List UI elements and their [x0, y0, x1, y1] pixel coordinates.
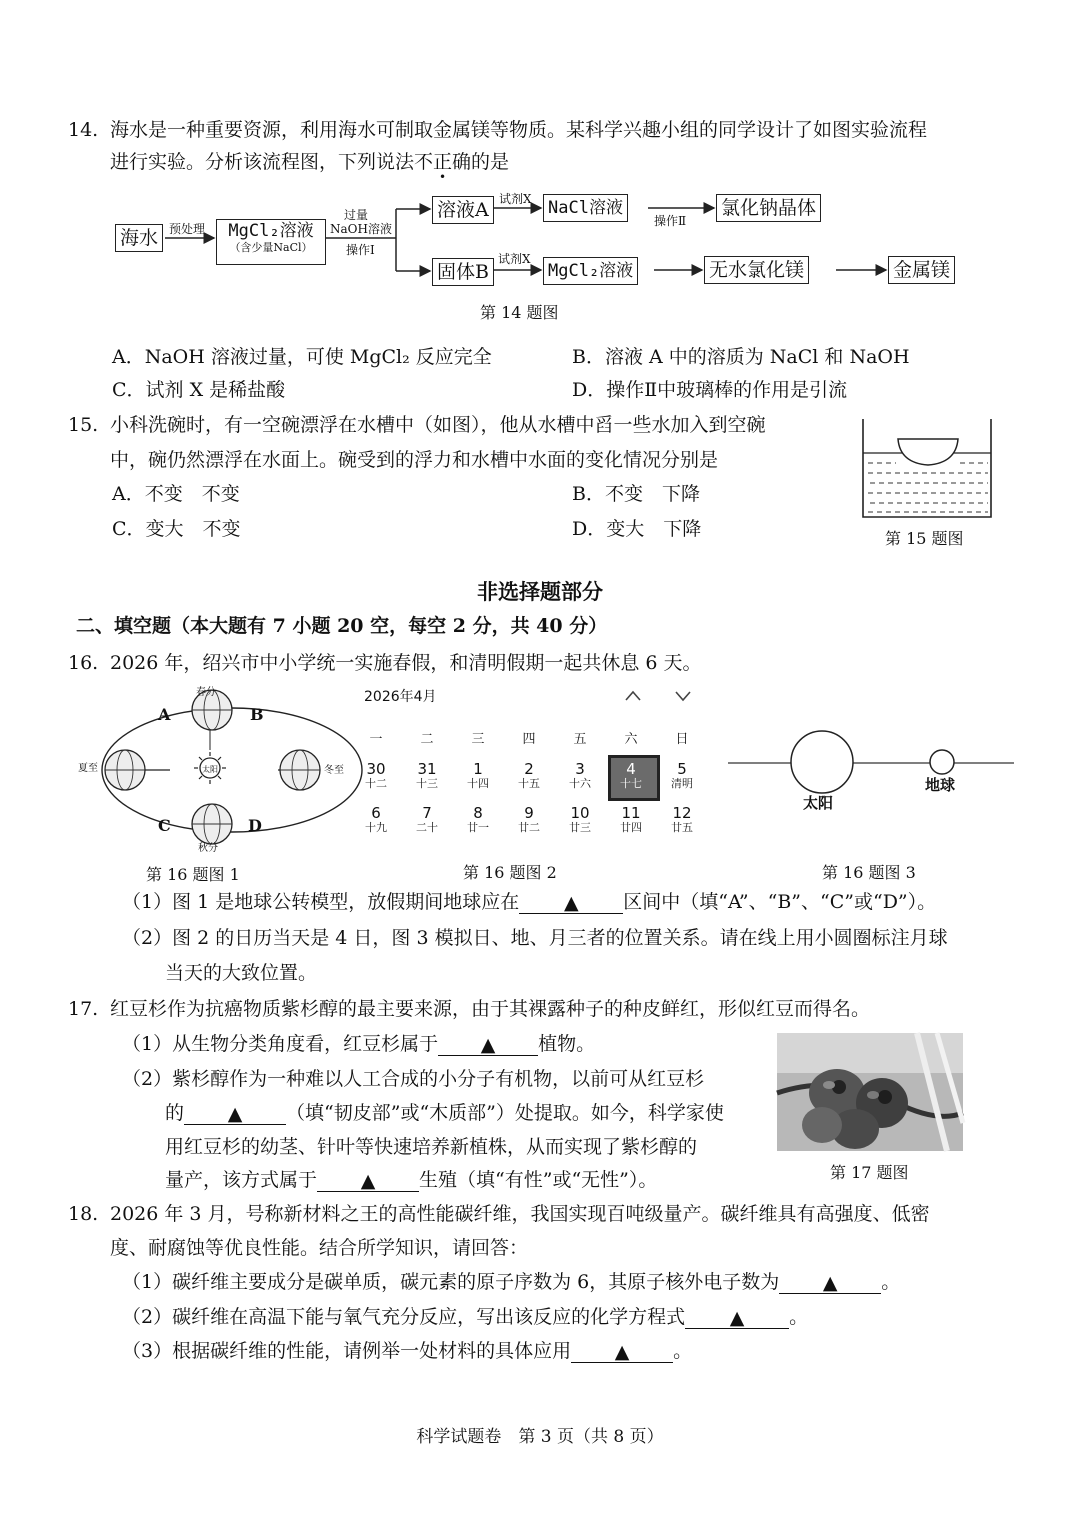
- q15-option-a: A．不变 不变: [112, 483, 240, 505]
- box-metal-mg: 金属镁: [888, 256, 955, 284]
- q15-bowl-figure: [860, 415, 1000, 525]
- answer-blank[interactable]: ▲: [685, 1306, 789, 1329]
- calendar-day: 8 廿一: [467, 804, 489, 834]
- yew-seed-photo: [777, 1033, 963, 1151]
- section-subtitle: 二、填空题（本大题有 7 小题 20 空，每空 2 分，共 40 分）: [76, 615, 608, 637]
- q15-option-d: D．变大 下降: [572, 518, 702, 540]
- weekday: 四: [522, 732, 536, 747]
- answer-blank[interactable]: ▲: [184, 1102, 286, 1125]
- weekday: 五: [573, 732, 587, 747]
- q18-sub3: （3）根据碳纤维的性能，请例举一处材料的具体应用 ▲ 。: [122, 1340, 693, 1363]
- q15-line1: 小科洗碗时，有一空碗漂浮在水槽中（如图），他从水槽中舀一些水加入到空碗: [110, 414, 766, 436]
- q18-sub2: （2）碳纤维在高温下能与氧气充分反应，写出该反应的化学方程式 ▲ 。: [122, 1306, 809, 1329]
- answer-blank[interactable]: ▲: [519, 891, 623, 914]
- q14-caption: 第 14 题图: [480, 303, 559, 322]
- q16-number: 16.: [68, 652, 99, 674]
- label-earth: 地球: [925, 776, 956, 794]
- q14-option-a: A．NaOH 溶液过量，可使 MgCl₂ 反应完全: [112, 346, 492, 368]
- orbit-label-c: C: [158, 816, 171, 835]
- answer-blank[interactable]: ▲: [779, 1271, 881, 1294]
- calendar-day: 5 清明: [671, 760, 693, 790]
- q15-line2: 中，碗仍然漂浮在水面上。碗受到的浮力和水槽中水面的变化情况分别是: [110, 449, 719, 471]
- box-seawater: 海水: [115, 224, 163, 252]
- q16-fig2-caption: 第 16 题图 2: [463, 863, 557, 882]
- q14-line1: 海水是一种重要资源，利用海水可制取金属镁等物质。某科学兴趣小组的同学设计了如图实验流程: [110, 119, 928, 141]
- q18-line2: 度、耐腐蚀等优良性能。结合所学知识，请回答：: [110, 1237, 529, 1259]
- q17-number: 17.: [68, 998, 99, 1020]
- label-sun-center: 太阳: [202, 765, 218, 774]
- box-solution-a: 溶液A: [432, 196, 494, 224]
- box-nacl-crystal: 氯化钠晶体: [716, 194, 821, 222]
- calendar-day: 11 廿四: [620, 804, 642, 834]
- section-title: 非选择题部分: [477, 580, 603, 604]
- orbit-label-b: B: [250, 705, 264, 724]
- label-naoh: NaOH溶液: [330, 222, 392, 236]
- box-mgcl2-solution2: MgCl₂溶液: [543, 257, 638, 285]
- label-reagent-x1: 试剂X: [499, 192, 532, 206]
- q14-number: 14.: [68, 119, 99, 141]
- label-sun: 太阳: [803, 794, 834, 812]
- q17-caption: 第 17 题图: [830, 1163, 909, 1182]
- q14-option-b: B．溶液 A 中的溶质为 NaCl 和 NaOH: [572, 346, 910, 368]
- q16-fig3-caption: 第 16 题图 3: [822, 863, 916, 882]
- q14-emphasis: 不正确: [414, 151, 472, 173]
- label-reagent-x2: 试剂X: [498, 252, 531, 266]
- calendar-day: 2 十五: [518, 760, 540, 790]
- q16-sub2-line2: 当天的大致位置。: [165, 962, 318, 984]
- q16-sub2-line1: （2）图 2 的日历当天是 4 日，图 3 模拟日、地、月三者的位置关系。请在线上用小圆圈标注月球: [122, 927, 948, 949]
- box-nacl-solution: NaCl溶液: [543, 194, 628, 222]
- q16-sun-earth-diagram: [728, 728, 1018, 838]
- answer-blank[interactable]: ▲: [571, 1340, 673, 1363]
- q14-line2: 进行实验。分析该流程图，下列说法不正确的是: [110, 151, 510, 173]
- orbit-label-a: A: [158, 705, 171, 724]
- box-solid-b: 固体B: [432, 258, 494, 286]
- calendar-day: 12 廿五: [671, 804, 693, 834]
- q14-option-c: C．试剂 X 是稀盐酸: [112, 379, 286, 401]
- answer-blank[interactable]: ▲: [438, 1033, 538, 1056]
- q16-orbit-diagram: [70, 680, 400, 860]
- calendar-day: 7 二十: [416, 804, 438, 834]
- label-pretreat: 预处理: [169, 222, 206, 236]
- box-anhydrous-mgcl2: 无水氯化镁: [704, 256, 809, 284]
- q16-fig1-caption: 第 16 题图 1: [146, 865, 240, 884]
- q17-sub1: （1）从生物分类角度看，红豆杉属于 ▲ 植物。: [122, 1033, 596, 1056]
- weekday: 三: [471, 732, 485, 747]
- calendar-day: 9 廿二: [518, 804, 540, 834]
- label-op1: 操作Ⅰ: [346, 243, 375, 257]
- calendar-day: 31 十三: [416, 760, 438, 790]
- q15-option-b: B．不变 下降: [572, 483, 700, 505]
- q15-caption: 第 15 题图: [885, 529, 964, 548]
- box-mgcl2-solution: MgCl₂溶液 （含少量NaCl）: [216, 219, 326, 265]
- chevron-up-icon: [626, 692, 640, 700]
- q17-sub2-line4: 量产，该方式属于 ▲ 生殖（填“有性”或“无性”）。: [165, 1169, 658, 1192]
- q15-option-c: C．变大 不变: [112, 518, 241, 540]
- weekday: 二: [420, 732, 434, 747]
- q18-line1: 2026 年 3 月，号称新材料之王的高性能碳纤维，我国实现百吨级量产。碳纤维具有高强度、低密: [110, 1203, 930, 1225]
- q18-sub1: （1）碳纤维主要成分是碳单质，碳元素的原子序数为 6，其原子核外电子数为 ▲ 。: [122, 1271, 901, 1294]
- label-autumn-equinox: 秋分: [198, 843, 218, 854]
- label-summer-solstice: 夏至: [78, 763, 98, 774]
- q17-sub2-line2: 的 ▲ （填“韧皮部”或“木质部”）处提取。如今，科学家使: [165, 1102, 724, 1125]
- q17-stem: 红豆杉作为抗癌物质紫杉醇的最主要来源，由于其裸露种子的种皮鲜红，形似红豆而得名。: [110, 998, 871, 1020]
- weekday: 六: [624, 732, 638, 747]
- calendar-day-today: 4 十七: [620, 760, 642, 790]
- label-winter-solstice: 冬至: [324, 765, 344, 776]
- weekday: 一: [369, 732, 383, 747]
- q17-sub2-line1: （2）紫杉醇作为一种难以人工合成的小分子有机物，以前可从红豆杉: [122, 1068, 705, 1090]
- calendar-day: 3 十六: [569, 760, 591, 790]
- chevron-down-icon: [676, 692, 690, 700]
- weekday: 日: [675, 732, 689, 747]
- label-excess: 过量: [344, 208, 369, 222]
- label-spring-equinox: 春分: [196, 687, 216, 698]
- calendar-nav: [620, 686, 700, 706]
- q14-option-d: D．操作Ⅱ中玻璃棒的作用是引流: [572, 379, 848, 401]
- orbit-label-d: D: [248, 816, 262, 835]
- q16-stem: 2026 年，绍兴市中小学统一实施春假，和清明假期一起共休息 6 天。: [110, 652, 702, 674]
- q18-number: 18.: [68, 1203, 99, 1225]
- calendar-day: 1 十四: [467, 760, 489, 790]
- q16-sub1: （1）图 1 是地球公转模型，放假期间地球应在 ▲ 区间中（填“A”、“B”、“C”或“D”）。: [122, 891, 937, 914]
- flow-arrows: [0, 0, 1080, 320]
- page-footer: 科学试题卷 第 3 页（共 8 页）: [416, 1427, 664, 1447]
- q15-number: 15.: [68, 414, 99, 436]
- calendar-day: 10 廿三: [569, 804, 591, 834]
- calendar-month: 2026年4月: [364, 689, 437, 705]
- calendar-day: 30 十二: [365, 760, 387, 790]
- label-op2: 操作Ⅱ: [654, 214, 687, 228]
- q17-sub2-line3: 用红豆杉的幼茎、针叶等快速培养新植株，从而实现了紫杉醇的: [165, 1136, 698, 1158]
- answer-blank[interactable]: ▲: [317, 1169, 419, 1192]
- calendar-day: 6 十九: [365, 804, 387, 834]
